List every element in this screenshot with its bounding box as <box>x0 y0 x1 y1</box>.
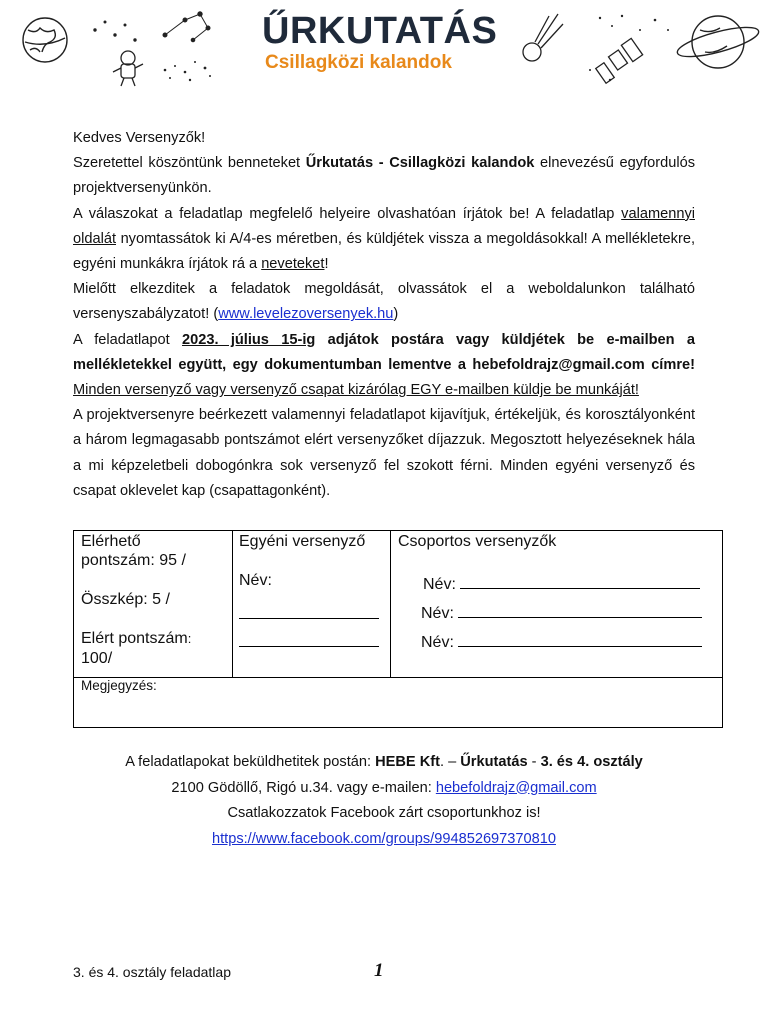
address-line <box>73 776 695 802</box>
competition-short-name: Űrkutatás <box>460 754 528 770</box>
text-run: A feladatlapot <box>73 331 182 348</box>
text-run: Szeretettel köszöntünk benneteket <box>73 155 306 172</box>
greeting: Kedves Versenyzők! <box>73 130 206 146</box>
individual-name-line-1[interactable] <box>239 602 379 624</box>
page-subtitle: Csillagközi kalandok <box>265 52 452 73</box>
page-header <box>0 0 768 110</box>
group-cell <box>391 531 723 678</box>
notes-label: Megjegyzés: <box>81 678 157 693</box>
text-run: ) <box>393 306 399 323</box>
footer-worksheet-label: 3. és 4. osztály feladatlap <box>73 964 231 980</box>
individual-name-line-2[interactable] <box>239 630 379 652</box>
email-link[interactable]: hebefoldrajz@gmail.com <box>435 779 597 796</box>
text-run: elnevezésű egyfordulós projektversenyünkön. <box>73 155 695 197</box>
intro-text <box>73 126 695 504</box>
score-cell <box>74 531 233 678</box>
submission-info <box>73 750 695 852</box>
page-title: ŰRKUTATÁS <box>262 10 498 52</box>
text-run: : <box>187 631 192 646</box>
intro-paragraph-5: A projektversenyre beérkezett valamennyi feladatlapot kijavítjuk, értékeljük, és korosztályonként a három legmagasabb pontszámot elért versenyzőket díjazzuk. Megosztott helyezéseknek hála a mi képzeletbeli dobogónkra sok versenyző fel szokott férni. Minden egyéni versenyző és csapat oklevelet kap (csapattagonként). <box>73 407 695 499</box>
text-run: nyomtassátok ki A/4-es méretben, és küldjétek vissza a megoldásokkal! A mellékletekre, egyéni munkákra írjátok rá a <box>73 230 695 273</box>
achieved-points-label <box>81 630 191 648</box>
deadline-date: 2023. július 15-ig <box>182 331 316 348</box>
max-points-label-2: pontszám: 95 / <box>81 552 186 569</box>
text-run: 2100 Gödöllő, Rigó u.34. vagy e-mailen: <box>171 779 436 796</box>
text-run: Elért pontszám <box>81 630 188 647</box>
individual-name-label: Név: <box>239 572 272 589</box>
individual-cell <box>233 531 391 678</box>
text-run: A feladatlapokat beküldhetitek postán: <box>125 754 376 770</box>
text-run: ! <box>324 256 329 273</box>
page-number: 1 <box>374 960 384 981</box>
name-label: Név: <box>421 605 454 622</box>
company-name: HEBE Kft <box>375 754 440 770</box>
comet-icon <box>523 14 563 61</box>
group-name-row-1[interactable] <box>423 572 700 594</box>
text-run: A válaszokat a feladatlap megfelelő helyeire olvashatóan írjátok be! A feladatlap <box>73 205 622 222</box>
competition-name: Űrkutatás - Csillagközi kalandok <box>305 155 535 172</box>
notes-cell[interactable] <box>74 678 723 728</box>
name-label: Név: <box>423 576 456 593</box>
max-points-label-1: Elérhető <box>81 533 141 550</box>
name-label: Név: <box>421 634 454 651</box>
astronaut-icon <box>113 51 143 86</box>
group-heading: Csoportos versenyzők <box>398 533 557 550</box>
planet-icon <box>675 16 761 68</box>
score-table <box>73 530 723 728</box>
facebook-link[interactable]: https://www.facebook.com/groups/994852697370810 <box>211 830 556 847</box>
single-email-rule: Minden versenyző vagy versenyző csapat kizárólag EGY e-mailben küldje be munkáját! <box>73 382 639 399</box>
text-run: . – <box>439 754 461 770</box>
text-run: - <box>527 754 541 770</box>
postal-line <box>73 750 695 776</box>
grade-level: 3. és 4. osztály <box>540 754 643 770</box>
text-run: Mielőtt elkezditek a feladatok megoldását, olvassátok el a weboldalunkon található versenyszabályzatot! ( <box>73 281 695 323</box>
achieved-points-total: 100/ <box>81 650 113 667</box>
individual-heading: Egyéni versenyző <box>239 533 366 550</box>
facebook-invite: Csatlakozzatok Facebook zárt csoportunkhoz is! <box>227 805 541 821</box>
intro-paragraph-2 <box>73 202 695 278</box>
intro-paragraph-4 <box>73 328 695 404</box>
intro-paragraph-1 <box>73 151 695 201</box>
intro-paragraph-3 <box>73 277 695 327</box>
website-link[interactable]: www.levelezoversenyek.hu <box>218 306 394 323</box>
constellation-icon <box>94 12 210 42</box>
satellite-icon <box>596 38 643 83</box>
overall-image-label: Összkép: 5 / <box>81 591 170 608</box>
group-name-row-2[interactable] <box>421 601 702 623</box>
underlined-text: valamennyi oldalát <box>73 205 695 247</box>
facebook-line <box>73 827 695 853</box>
submission-instruction: adjátok postára vagy küldjétek be e-mailben a mellékletekkel együtt, egy dokumentumban lementve a hebefoldrajz@gmail.com címre! <box>73 331 695 373</box>
globe-icon <box>23 18 67 62</box>
group-name-row-3[interactable] <box>421 630 702 652</box>
underlined-text: neveteket <box>261 256 325 273</box>
